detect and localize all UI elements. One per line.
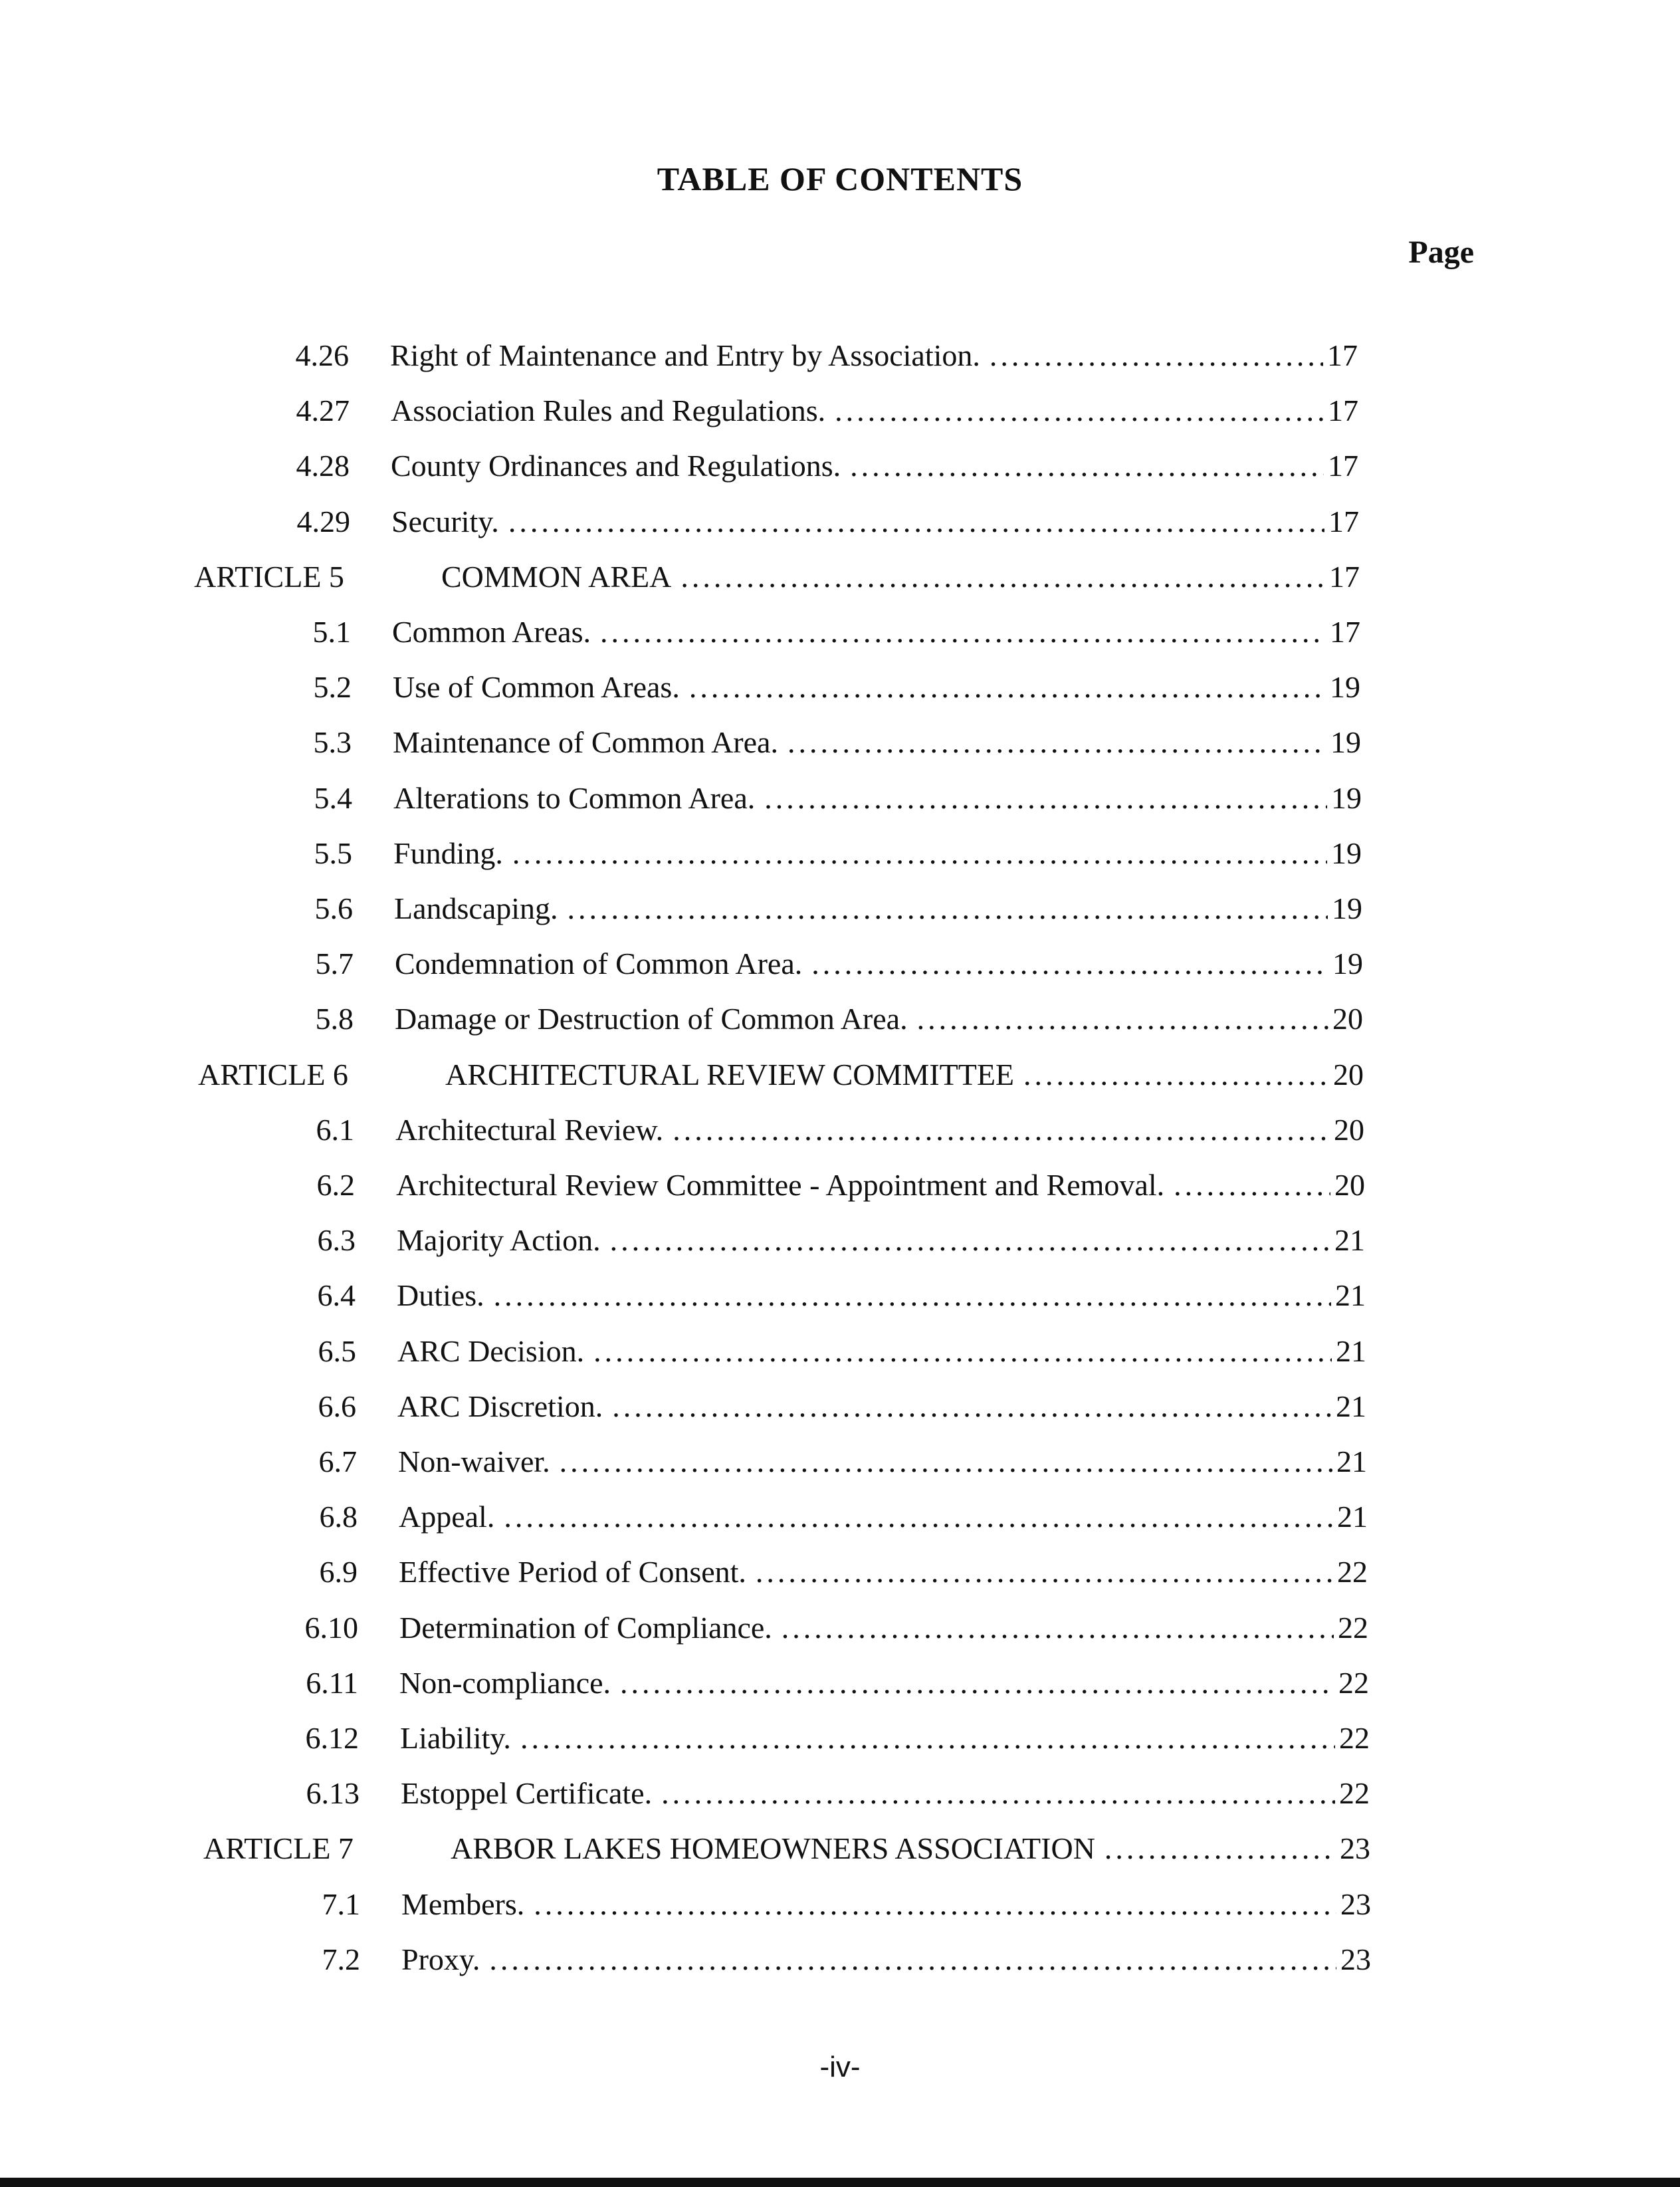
toc-entry-page: 17 [1329,559,1360,594]
toc-entry-number: 5.1 [312,615,351,649]
toc-section-row [274,836,1362,875]
toc-entry-number: 5.2 [313,670,352,705]
toc-entry-title: Alterations to Common Area. [393,780,756,815]
toc-entry-page: 22 [1339,1776,1370,1811]
page-title: TABLE OF CONTENTS [657,160,1023,197]
toc-entry-number: ARTICLE 7 [203,1831,354,1866]
dot-leader [600,614,1326,649]
toc-section-row [280,1665,1369,1705]
toc-entry-page: 17 [1328,449,1358,483]
toc-entry-number: 4.27 [296,394,350,428]
toc-entry-page: 20 [1333,1057,1364,1092]
toc-entry-title: Security. [391,504,499,538]
toc-article-row [194,559,1360,599]
dot-leader [689,669,1326,705]
toc-entry-page: 22 [1337,1555,1368,1589]
toc-entry-number: 7.2 [322,1942,360,1976]
toc-entry-title: Proxy. [401,1942,480,1976]
footer-page-number: -iv- [819,2051,861,2083]
dot-leader [811,946,1328,981]
toc-section-row [282,1776,1370,1815]
toc-entry-number: 5.5 [314,836,352,870]
toc-section-row [276,1001,1363,1041]
toc-section-row [275,891,1362,931]
toc-entry-page: 21 [1334,1223,1365,1258]
toc-entry-page: 19 [1332,947,1363,981]
toc-entry-number: 6.10 [304,1610,358,1645]
toc-entry-page: 22 [1339,1721,1370,1755]
toc-section-row [280,1499,1368,1539]
toc-entry-title: ARC Decision. [397,1333,585,1368]
dot-leader [850,448,1324,483]
toc-entry-page: 22 [1338,1665,1369,1700]
toc-entry-title: Maintenance of Common Area. [393,725,778,760]
toc-entry-number: ARTICLE 5 [194,559,344,594]
dot-leader [835,393,1324,428]
toc-article-row [203,1831,1370,1871]
dot-leader [494,1278,1331,1313]
toc-section-row [278,1278,1366,1318]
toc-section-row [277,1167,1365,1207]
toc-entry-page: 20 [1334,1112,1364,1147]
toc-entry-number: 5.4 [314,780,352,815]
dot-leader [782,1610,1334,1645]
dot-leader [661,1776,1335,1811]
toc-entry-title: ARBOR LAKES HOMEOWNERS ASSOCIATION [451,1831,1095,1866]
toc-section-row [280,1554,1368,1594]
page-column-label: Page [1408,235,1474,270]
toc-section-row [282,1942,1371,1982]
dot-leader [756,1554,1333,1589]
toc-entry-title: COMMON AREA [441,559,672,594]
toc-entry-page: 21 [1337,1500,1368,1534]
toc-entry-title: County Ordinances and Regulations. [391,449,841,483]
toc-entry-page: 19 [1330,670,1360,705]
toc-entry-title: Appeal. [399,1500,495,1534]
dot-leader [1174,1167,1330,1203]
toc-entry-page: 23 [1340,1942,1371,1976]
toc-article-row [198,1057,1364,1097]
dot-leader [568,891,1328,926]
toc-entry-page: 20 [1334,1168,1365,1202]
toc-entry-number: 6.13 [306,1776,360,1811]
toc-section-row [274,725,1361,764]
dot-leader [990,338,1323,373]
toc-entry-number: 6.12 [305,1721,359,1755]
bottom-edge-rule [0,2178,1680,2187]
toc-entry-title: Architectural Review Committee - Appointment and Removal. [396,1168,1165,1202]
dot-leader [681,559,1325,594]
toc-entry-title: Common Areas. [392,615,591,649]
toc-section-row [273,614,1360,654]
toc-entry-title: Architectural Review. [395,1112,664,1147]
dot-leader [508,504,1324,539]
toc-entry-number: 5.6 [314,891,353,925]
toc-entry-page: 21 [1335,1278,1366,1313]
toc-entry-title: Majority Action. [397,1223,601,1258]
dot-leader [620,1665,1334,1700]
toc-entry-title: Effective Period of Consent. [399,1555,746,1589]
toc-entry-page: 23 [1340,1887,1371,1921]
toc-entry-page: 21 [1336,1444,1367,1478]
toc-entry-number: 5.3 [313,725,352,760]
toc-entry-number: 6.11 [306,1665,358,1700]
dot-leader [917,1001,1328,1036]
toc-entry-page: 22 [1338,1610,1368,1645]
toc-section-row [282,1887,1371,1926]
toc-entry-title: Damage or Destruction of Common Area. [395,1002,908,1036]
toc-entry-title: Use of Common Areas. [393,670,680,705]
toc-entry-number: 6.8 [319,1500,358,1534]
toc-entry-number: 5.8 [315,1002,354,1036]
toc-entry-number: 6.5 [318,1333,356,1368]
dot-leader [612,1389,1332,1424]
toc-section-row [274,669,1360,709]
toc-entry-number: 6.6 [318,1389,356,1423]
toc-section-row [271,338,1358,378]
toc-entry-page: 17 [1330,615,1360,649]
toc-entry-page: 17 [1327,338,1358,372]
dot-leader [1104,1831,1336,1866]
toc-entry-number: 6.3 [317,1223,356,1258]
toc-entry-number: 6.9 [319,1555,358,1589]
dot-leader [489,1942,1336,1977]
toc-entry-title: Liability. [400,1721,511,1755]
toc-entry-page: 20 [1332,1002,1363,1036]
dot-leader [512,836,1327,871]
toc-entry-title: Members. [401,1887,525,1921]
toc-section-row [276,1112,1364,1152]
toc-entry-number: 4.28 [296,449,350,483]
toc-section-row [278,1222,1365,1262]
toc-entry-title: Condemnation of Common Area. [395,947,803,981]
toc-entry-number: ARTICLE 6 [198,1057,348,1092]
toc-section-row [272,393,1358,433]
dot-leader [788,725,1326,760]
toc-entry-page: 21 [1336,1389,1366,1423]
toc-section-row [272,448,1358,488]
toc-entry-page: 19 [1332,891,1362,925]
toc-section-row [276,946,1363,986]
toc-section-row [281,1720,1370,1760]
dot-leader [520,1720,1335,1756]
toc-entry-title: Estoppel Certificate. [401,1776,653,1811]
toc-entry-page: 21 [1336,1333,1366,1368]
toc-entry-number: 4.26 [295,338,349,372]
toc-section-row [278,1333,1366,1373]
toc-entry-number: 6.7 [318,1444,357,1478]
toc-entry-title: ARC Discretion. [397,1389,603,1423]
toc-entry-title: Non-waiver. [398,1444,550,1478]
dot-leader [673,1112,1330,1147]
toc-entry-title: Landscaping. [394,891,558,925]
toc-entry-number: 5.7 [315,947,354,981]
toc-section-row [272,504,1359,544]
toc-entry-page: 19 [1331,836,1362,870]
toc-entry-page: 19 [1331,780,1362,815]
toc-entry-page: 23 [1340,1831,1370,1866]
toc-entry-number: 7.1 [322,1887,360,1921]
toc-section-row [274,780,1362,820]
toc-entry-number: 4.29 [296,504,350,538]
toc-entry-page: 19 [1330,725,1361,760]
toc-entry-title: Non-compliance. [399,1665,611,1700]
toc-entry-title: Association Rules and Regulations. [391,394,826,428]
toc-entry-title: ARCHITECTURAL REVIEW COMMITTEE [445,1057,1015,1092]
toc-section-row [279,1444,1367,1484]
toc-entry-title: Determination of Compliance. [399,1610,772,1645]
toc-entry-number: 6.1 [316,1112,354,1147]
dot-leader [593,1333,1332,1369]
toc-entry-title: Duties. [397,1278,484,1313]
toc-entry-number: 6.4 [317,1278,356,1313]
dot-leader [534,1887,1336,1922]
dot-leader [504,1499,1333,1534]
dot-leader [560,1444,1332,1479]
dot-leader [610,1222,1330,1258]
toc-entry-page: 17 [1328,504,1359,538]
toc-entry-title: Funding. [393,836,503,870]
toc-section-row [280,1610,1368,1650]
toc-entry-page: 17 [1328,394,1358,428]
toc-entry-number: 6.2 [316,1168,355,1202]
dot-leader [764,780,1327,816]
toc-section-row [278,1389,1366,1429]
toc-entry-title: Right of Maintenance and Entry by Association. [390,338,980,372]
dot-leader [1023,1057,1329,1092]
